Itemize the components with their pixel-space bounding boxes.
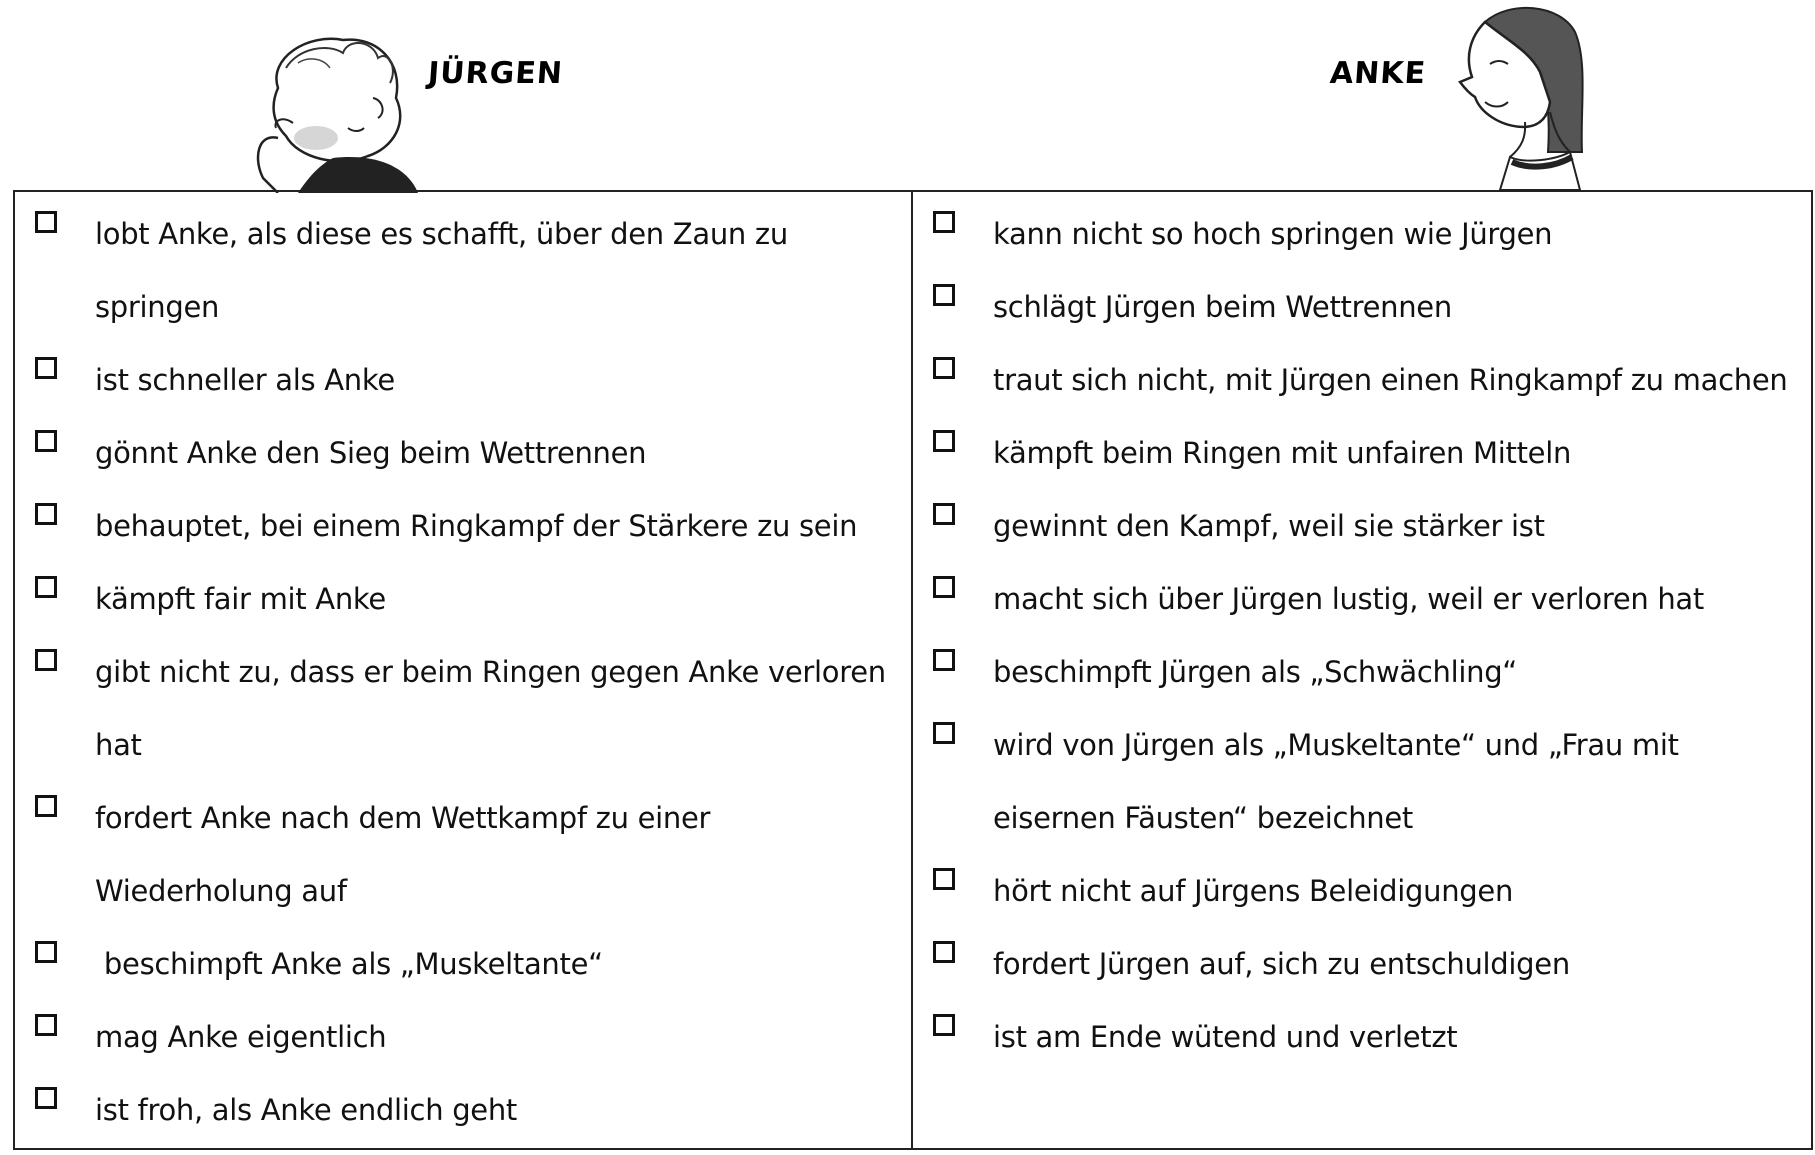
checkbox[interactable] xyxy=(933,211,955,233)
juergen-portrait xyxy=(238,28,448,193)
list-item xyxy=(913,636,1811,709)
anke-name: ANKE xyxy=(1328,56,1428,91)
checkbox[interactable] xyxy=(933,1014,955,1036)
item-text: schlägt Jürgen beim Wettrennen xyxy=(993,290,1452,324)
list-item xyxy=(15,417,911,490)
list-item xyxy=(15,198,911,344)
item-text: beschimpft Jürgen als „Schwächling“ xyxy=(993,655,1518,689)
item-text: beschimpft Anke als „Muskeltante“ xyxy=(95,947,603,981)
list-item xyxy=(15,782,911,928)
checkbox[interactable] xyxy=(933,503,955,525)
anke-portrait xyxy=(1430,2,1600,190)
item-text: kämpft fair mit Anke xyxy=(95,582,386,616)
checkbox[interactable] xyxy=(35,795,57,817)
item-text: lobt Anke, als diese es schafft, über den Zaun zu springen xyxy=(95,217,788,324)
checkbox[interactable] xyxy=(933,576,955,598)
list-item xyxy=(15,1074,911,1147)
checkbox[interactable] xyxy=(933,941,955,963)
list-item xyxy=(15,490,911,563)
checkbox[interactable] xyxy=(35,357,57,379)
list-item xyxy=(913,344,1811,417)
item-text: kann nicht so hoch springen wie Jürgen xyxy=(993,217,1553,251)
checkbox[interactable] xyxy=(35,649,57,671)
list-item xyxy=(15,1001,911,1074)
item-text: ist schneller als Anke xyxy=(95,363,395,397)
juergen-column xyxy=(15,192,913,1148)
item-text: mag Anke eigentlich xyxy=(95,1020,387,1054)
list-item xyxy=(913,563,1811,636)
anke-column xyxy=(913,192,1811,1148)
checkbox[interactable] xyxy=(35,430,57,452)
list-item xyxy=(913,271,1811,344)
list-item xyxy=(15,344,911,417)
item-text: kämpft beim Ringen mit unfairen Mitteln xyxy=(993,436,1572,470)
worksheet-header xyxy=(0,0,1815,190)
item-text: gewinnt den Kampf, weil sie stärker ist xyxy=(993,509,1545,543)
checkbox[interactable] xyxy=(35,211,57,233)
item-text: gönnt Anke den Sieg beim Wettrennen xyxy=(95,436,647,470)
item-text: fordert Jürgen auf, sich zu entschuldigen xyxy=(993,947,1570,981)
list-item xyxy=(913,490,1811,563)
checkbox[interactable] xyxy=(933,722,955,744)
list-item xyxy=(913,709,1811,855)
checkbox[interactable] xyxy=(933,649,955,671)
checkbox[interactable] xyxy=(35,1087,57,1109)
juergen-name: JÜRGEN xyxy=(426,56,565,91)
checkbox[interactable] xyxy=(933,357,955,379)
item-text: behauptet, bei einem Ringkampf der Stärkere zu sein xyxy=(95,509,858,543)
checkbox[interactable] xyxy=(933,868,955,890)
list-item xyxy=(15,563,911,636)
checkbox[interactable] xyxy=(35,503,57,525)
list-item xyxy=(913,1001,1811,1074)
item-text: traut sich nicht, mit Jürgen einen Ringkampf zu machen xyxy=(993,363,1788,397)
item-text: ist am Ende wütend und verletzt xyxy=(993,1020,1458,1054)
item-text: fordert Anke nach dem Wettkampf zu einer Wiederholung auf xyxy=(95,801,711,908)
list-item xyxy=(913,198,1811,271)
item-text: wird von Jürgen als „Muskeltante“ und „Frau mit eisernen Fäusten“ bezeichnet xyxy=(993,728,1679,835)
list-item xyxy=(913,928,1811,1001)
list-item xyxy=(15,636,911,782)
checkbox[interactable] xyxy=(933,284,955,306)
list-item xyxy=(15,928,911,1001)
checkbox[interactable] xyxy=(35,941,57,963)
checklist-table xyxy=(13,190,1813,1150)
item-text: hört nicht auf Jürgens Beleidigungen xyxy=(993,874,1514,908)
item-text: ist froh, als Anke endlich geht xyxy=(95,1093,517,1127)
item-text: macht sich über Jürgen lustig, weil er verloren hat xyxy=(993,582,1704,616)
checkbox[interactable] xyxy=(35,576,57,598)
item-text: gibt nicht zu, dass er beim Ringen gegen Anke verloren hat xyxy=(95,655,886,762)
checkbox[interactable] xyxy=(35,1014,57,1036)
list-item xyxy=(913,417,1811,490)
checkbox[interactable] xyxy=(933,430,955,452)
list-item xyxy=(913,855,1811,928)
